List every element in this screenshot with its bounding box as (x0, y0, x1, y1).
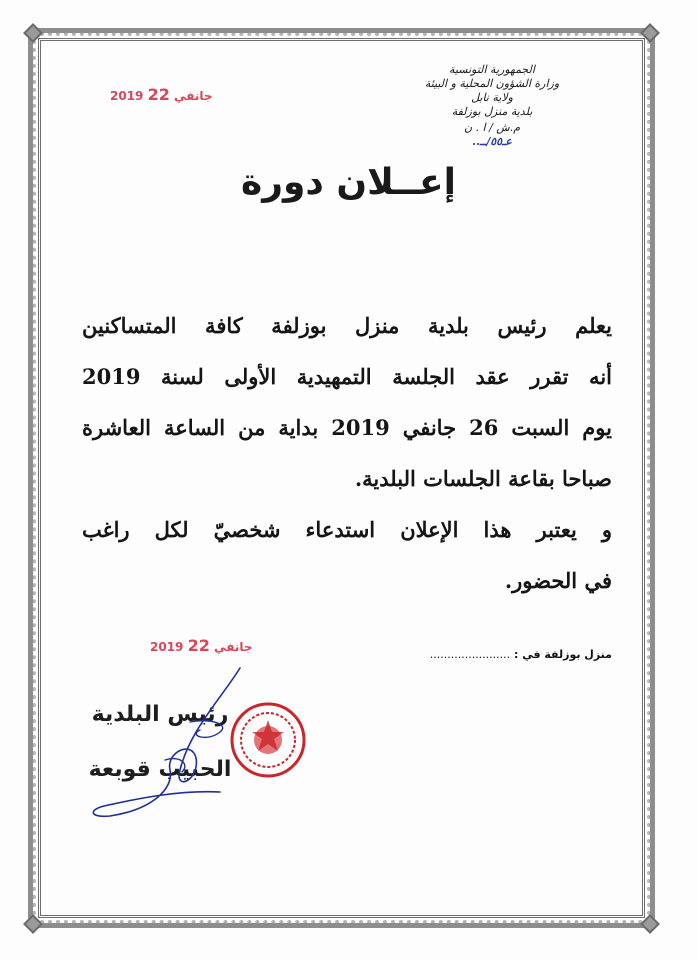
body-line: و يعتبر هذا الإعلان استدعاء شخصيّ لكل راغب (82, 517, 612, 542)
letterhead-country: الجمهورية التونسية (449, 63, 535, 76)
date-stamp-year: 2019 (150, 640, 184, 654)
body-line: صباحا بقاعة الجلسات البلدية. (354, 466, 612, 491)
body-line: يوم السبت 26 جانفي 2019 بداية من الساعة العاشرة (82, 415, 612, 440)
date-stamp-year: 2019 (110, 89, 144, 103)
date-blank: ....................... (429, 648, 511, 661)
date-stamp-day: 22 (147, 85, 170, 104)
place-date-line (430, 648, 612, 661)
announcement-body (82, 300, 612, 606)
signatory-title: رئيس البلدية (91, 702, 229, 727)
date-stamp-month: جانفي (214, 640, 253, 654)
body-line: في الحضور. (504, 568, 612, 593)
signatory-name: الحبيب قوبعة (88, 757, 232, 782)
body-line: أنه تقرر عقد الجلسة التمهيدية الأولى لسنة 2019 (82, 364, 612, 389)
letterhead-ministry: وزارة الشؤون المحلية و البيئة (424, 77, 560, 90)
letterhead-reference: م.ش / ا . ن (463, 121, 521, 134)
letterhead (392, 63, 592, 149)
place-label: منزل بوزلفة في : (514, 648, 612, 661)
date-stamp-day: 22 (187, 636, 210, 655)
date-stamp-bottom (150, 636, 252, 655)
letterhead-municipality: بلدية منزل بوزلفة (451, 105, 533, 118)
letterhead-number: عـ٥٥/ــ.. (472, 135, 512, 148)
letterhead-governorate: ولاية نابل (471, 91, 513, 104)
handwritten-signature-icon (70, 660, 270, 830)
page-title: إعــلان دورة (241, 162, 456, 203)
date-stamp-month: جانفي (174, 89, 213, 103)
date-stamp-top (110, 85, 212, 104)
body-line: يعلم رئيس بلدية منزل بوزلفة كافة المتساكنين (82, 313, 612, 338)
